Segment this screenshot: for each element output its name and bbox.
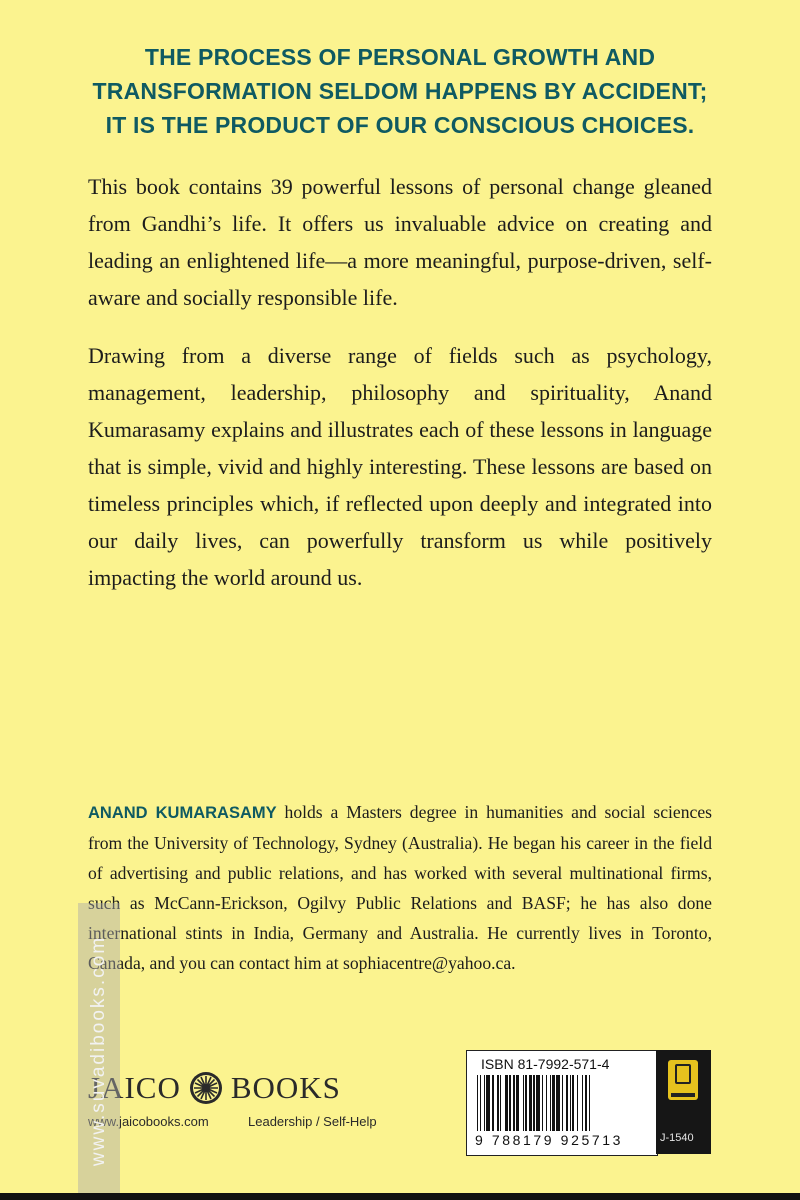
book-category: Leadership / Self-Help <box>248 1114 377 1129</box>
watermark <box>78 903 120 1200</box>
headline-line-1: THE PROCESS OF PERSONAL GROWTH AND <box>144 44 656 70</box>
publisher-name-right: BOOKS <box>230 1070 341 1105</box>
publisher-website: www.jaicobooks.com <box>88 1114 209 1129</box>
sun-emblem-icon <box>189 1071 223 1105</box>
author-bio <box>88 797 712 978</box>
headline-line-3: IT IS THE PRODUCT OF OUR CONSCIOUS CHOICES. <box>105 112 695 138</box>
blurb-paragraph-2: Drawing from a diverse range of fields such as psychology, management, leadership, philosophy and spirituality, Anand Kumarasamy explains and illustrates each of these lessons in language that is simple, vivid and highly interesting. These lessons are based on timeless principles which, if reflected upon deeply and integrated into our daily lives, can powerfully transform us while positively impacting the world around us. <box>88 343 712 590</box>
publisher-name-left: JAICO <box>88 1070 181 1105</box>
book-code: J-1540 <box>660 1132 694 1144</box>
author-name: ANAND KUMARASAMY <box>88 804 277 822</box>
ebook-available-icon <box>668 1060 698 1100</box>
book-code-panel <box>656 1050 711 1154</box>
blurb-paragraph-1: This book contains 39 powerful lessons of personal change gleaned from Gandhi’s life. It offers us invaluable advice on creating and leading an enlightened life—a more meaningful, purpose-driven, self-aware and socially responsible life. <box>88 174 712 310</box>
isbn-label: ISBN 81-7992-571-4 <box>481 1056 610 1072</box>
barcode-bars <box>477 1075 647 1131</box>
headline <box>60 40 740 142</box>
author-bio-text: holds a Masters degree in humanities and social sciences from the University of Technology, Sydney (Australia). He began his career in the field of advertising and public relations, and has worked with several multinational firms, such as McCann-Erickson, Ogilvy Public Relations and BASF; he has also done international stints in India, Germany and Australia. He currently lives in Toronto, Canada, and you can contact him at sophiacentre@yahoo.ca. <box>88 802 712 973</box>
barcode-box <box>466 1050 658 1156</box>
publisher-logo <box>88 1070 341 1106</box>
barcode-number: 9 788179 925713 <box>475 1132 623 1148</box>
watermark-text: www.suvadibooks.com <box>88 935 109 1167</box>
bottom-edge-bar <box>0 1193 800 1200</box>
headline-line-2: TRANSFORMATION SELDOM HAPPENS BY ACCIDENT; <box>92 78 708 104</box>
